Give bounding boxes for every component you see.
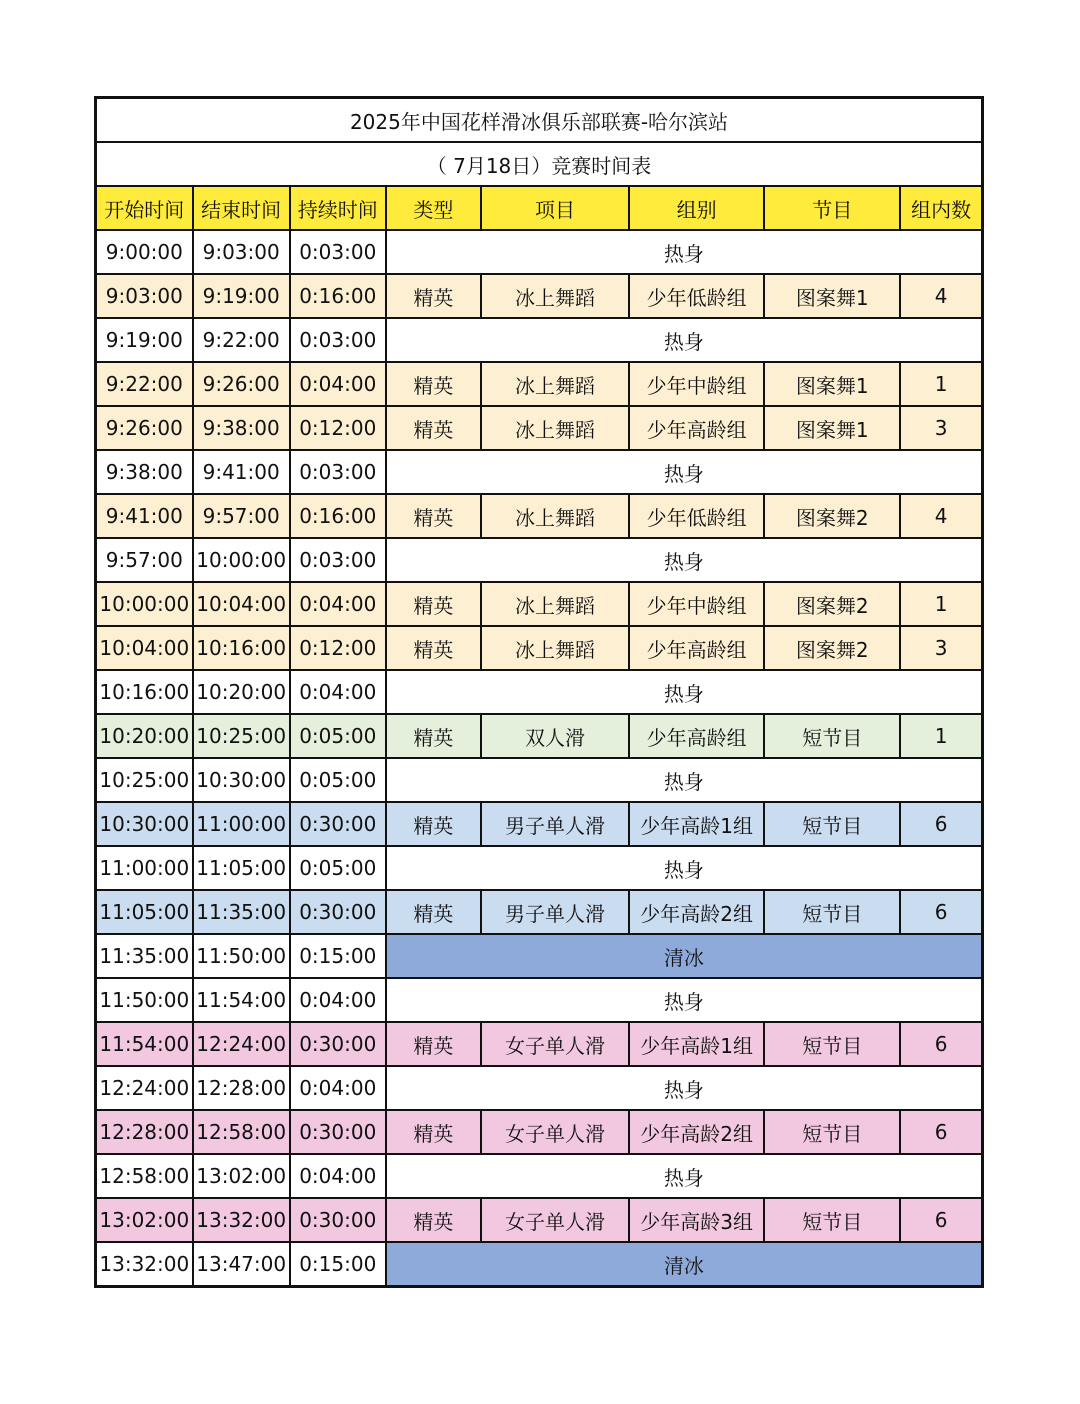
warmup-cell: 热身 [386,670,983,714]
segment-cell: 图案舞2 [764,582,900,626]
start-time-cell: 11:05:00 [96,890,193,934]
header-row [96,186,983,230]
category-cell: 少年低龄组 [629,274,764,318]
table-row [96,758,983,802]
end-time-cell: 13:32:00 [193,1198,290,1242]
schedule-body [96,98,983,1287]
header-count: 组内数 [900,186,982,230]
start-time-cell: 9:41:00 [96,494,193,538]
duration-cell: 0:16:00 [290,494,386,538]
duration-cell: 0:15:00 [290,934,386,978]
table-row [96,1242,983,1287]
segment-cell: 短节目 [764,1198,900,1242]
segment-cell: 图案舞1 [764,274,900,318]
discipline-cell: 冰上舞蹈 [481,406,629,450]
count-cell: 6 [900,890,982,934]
type-cell: 精英 [386,274,481,318]
table-row [96,1022,983,1066]
start-time-cell: 11:54:00 [96,1022,193,1066]
duration-cell: 0:30:00 [290,1022,386,1066]
type-cell: 精英 [386,406,481,450]
ice-resurfacing-cell: 清冰 [386,934,983,978]
table-row [96,230,983,274]
end-time-cell: 9:38:00 [193,406,290,450]
end-time-cell: 11:54:00 [193,978,290,1022]
table-row [96,890,983,934]
table-row [96,1066,983,1110]
page-title: 2025年中国花样滑冰俱乐部联赛-哈尔滨站 [96,98,983,143]
category-cell: 少年高龄1组 [629,802,764,846]
duration-cell: 0:05:00 [290,758,386,802]
table-row [96,670,983,714]
end-time-cell: 10:04:00 [193,582,290,626]
category-cell: 少年高龄2组 [629,890,764,934]
discipline-cell: 男子单人滑 [481,802,629,846]
duration-cell: 0:04:00 [290,670,386,714]
count-cell: 4 [900,274,982,318]
table-row [96,406,983,450]
segment-cell: 短节目 [764,802,900,846]
type-cell: 精英 [386,714,481,758]
count-cell: 6 [900,802,982,846]
end-time-cell: 9:03:00 [193,230,290,274]
count-cell: 4 [900,494,982,538]
table-row [96,846,983,890]
duration-cell: 0:30:00 [290,802,386,846]
warmup-cell: 热身 [386,1066,983,1110]
duration-cell: 0:12:00 [290,406,386,450]
start-time-cell: 9:19:00 [96,318,193,362]
header-duration: 持续时间 [290,186,386,230]
warmup-cell: 热身 [386,230,983,274]
duration-cell: 0:30:00 [290,1110,386,1154]
discipline-cell: 女子单人滑 [481,1022,629,1066]
table-row [96,934,983,978]
duration-cell: 0:30:00 [290,1198,386,1242]
discipline-cell: 冰上舞蹈 [481,274,629,318]
count-cell: 1 [900,362,982,406]
duration-cell: 0:03:00 [290,450,386,494]
table-row [96,494,983,538]
discipline-cell: 双人滑 [481,714,629,758]
table-row [96,362,983,406]
duration-cell: 0:12:00 [290,626,386,670]
type-cell: 精英 [386,362,481,406]
end-time-cell: 13:02:00 [193,1154,290,1198]
duration-cell: 0:04:00 [290,582,386,626]
end-time-cell: 12:24:00 [193,1022,290,1066]
header-type: 类型 [386,186,481,230]
category-cell: 少年低龄组 [629,494,764,538]
duration-cell: 0:30:00 [290,890,386,934]
duration-cell: 0:03:00 [290,230,386,274]
end-time-cell: 12:28:00 [193,1066,290,1110]
type-cell: 精英 [386,582,481,626]
count-cell: 1 [900,714,982,758]
category-cell: 少年高龄3组 [629,1198,764,1242]
table-row [96,626,983,670]
table-row [96,274,983,318]
header-category: 组别 [629,186,764,230]
duration-cell: 0:05:00 [290,846,386,890]
discipline-cell: 女子单人滑 [481,1110,629,1154]
end-time-cell: 9:22:00 [193,318,290,362]
count-cell: 3 [900,406,982,450]
duration-cell: 0:05:00 [290,714,386,758]
table-row [96,1110,983,1154]
end-time-cell: 13:47:00 [193,1242,290,1287]
start-time-cell: 11:35:00 [96,934,193,978]
start-time-cell: 9:00:00 [96,230,193,274]
start-time-cell: 9:22:00 [96,362,193,406]
segment-cell: 图案舞1 [764,362,900,406]
warmup-cell: 热身 [386,846,983,890]
end-time-cell: 11:05:00 [193,846,290,890]
start-time-cell: 10:30:00 [96,802,193,846]
duration-cell: 0:15:00 [290,1242,386,1287]
end-time-cell: 9:19:00 [193,274,290,318]
type-cell: 精英 [386,494,481,538]
start-time-cell: 11:50:00 [96,978,193,1022]
end-time-cell: 12:58:00 [193,1110,290,1154]
start-time-cell: 10:20:00 [96,714,193,758]
start-time-cell: 12:24:00 [96,1066,193,1110]
discipline-cell: 女子单人滑 [481,1198,629,1242]
type-cell: 精英 [386,1198,481,1242]
start-time-cell: 10:16:00 [96,670,193,714]
count-cell: 3 [900,626,982,670]
table-row [96,450,983,494]
category-cell: 少年中龄组 [629,362,764,406]
type-cell: 精英 [386,890,481,934]
table-row [96,978,983,1022]
category-cell: 少年中龄组 [629,582,764,626]
segment-cell: 短节目 [764,714,900,758]
type-cell: 精英 [386,1022,481,1066]
start-time-cell: 9:03:00 [96,274,193,318]
header-discipline: 项目 [481,186,629,230]
duration-cell: 0:16:00 [290,274,386,318]
title-row [96,98,983,143]
category-cell: 少年高龄1组 [629,1022,764,1066]
warmup-cell: 热身 [386,450,983,494]
segment-cell: 短节目 [764,1022,900,1066]
end-time-cell: 10:00:00 [193,538,290,582]
warmup-cell: 热身 [386,758,983,802]
type-cell: 精英 [386,802,481,846]
table-row [96,802,983,846]
count-cell: 6 [900,1110,982,1154]
duration-cell: 0:03:00 [290,318,386,362]
count-cell: 6 [900,1022,982,1066]
warmup-cell: 热身 [386,538,983,582]
table-row [96,538,983,582]
ice-resurfacing-cell: 清冰 [386,1242,983,1287]
table-row [96,582,983,626]
table-row [96,1154,983,1198]
category-cell: 少年高龄2组 [629,1110,764,1154]
discipline-cell: 男子单人滑 [481,890,629,934]
start-time-cell: 9:26:00 [96,406,193,450]
warmup-cell: 热身 [386,1154,983,1198]
segment-cell: 短节目 [764,1110,900,1154]
end-time-cell: 9:26:00 [193,362,290,406]
segment-cell: 图案舞2 [764,494,900,538]
segment-cell: 图案舞1 [764,406,900,450]
start-time-cell: 13:02:00 [96,1198,193,1242]
start-time-cell: 9:38:00 [96,450,193,494]
warmup-cell: 热身 [386,318,983,362]
category-cell: 少年高龄组 [629,406,764,450]
start-time-cell: 12:58:00 [96,1154,193,1198]
segment-cell: 图案舞2 [764,626,900,670]
discipline-cell: 冰上舞蹈 [481,626,629,670]
duration-cell: 0:04:00 [290,978,386,1022]
start-time-cell: 10:04:00 [96,626,193,670]
end-time-cell: 10:30:00 [193,758,290,802]
header-segment: 节目 [764,186,900,230]
schedule-table [94,96,984,1288]
type-cell: 精英 [386,1110,481,1154]
end-time-cell: 10:16:00 [193,626,290,670]
start-time-cell: 10:00:00 [96,582,193,626]
start-time-cell: 13:32:00 [96,1242,193,1287]
end-time-cell: 10:25:00 [193,714,290,758]
duration-cell: 0:04:00 [290,1154,386,1198]
start-time-cell: 12:28:00 [96,1110,193,1154]
start-time-cell: 11:00:00 [96,846,193,890]
header-start-time: 开始时间 [96,186,193,230]
category-cell: 少年高龄组 [629,626,764,670]
category-cell: 少年高龄组 [629,714,764,758]
discipline-cell: 冰上舞蹈 [481,582,629,626]
subtitle-row [96,142,983,186]
end-time-cell: 11:00:00 [193,802,290,846]
page-subtitle: （ 7月18日）竞赛时间表 [96,142,983,186]
end-time-cell: 11:50:00 [193,934,290,978]
duration-cell: 0:04:00 [290,362,386,406]
discipline-cell: 冰上舞蹈 [481,494,629,538]
header-end-time: 结束时间 [193,186,290,230]
end-time-cell: 9:41:00 [193,450,290,494]
start-time-cell: 9:57:00 [96,538,193,582]
end-time-cell: 9:57:00 [193,494,290,538]
warmup-cell: 热身 [386,978,983,1022]
count-cell: 6 [900,1198,982,1242]
count-cell: 1 [900,582,982,626]
duration-cell: 0:04:00 [290,1066,386,1110]
type-cell: 精英 [386,626,481,670]
table-row [96,1198,983,1242]
discipline-cell: 冰上舞蹈 [481,362,629,406]
segment-cell: 短节目 [764,890,900,934]
table-row [96,318,983,362]
start-time-cell: 10:25:00 [96,758,193,802]
end-time-cell: 10:20:00 [193,670,290,714]
duration-cell: 0:03:00 [290,538,386,582]
end-time-cell: 11:35:00 [193,890,290,934]
table-row [96,714,983,758]
